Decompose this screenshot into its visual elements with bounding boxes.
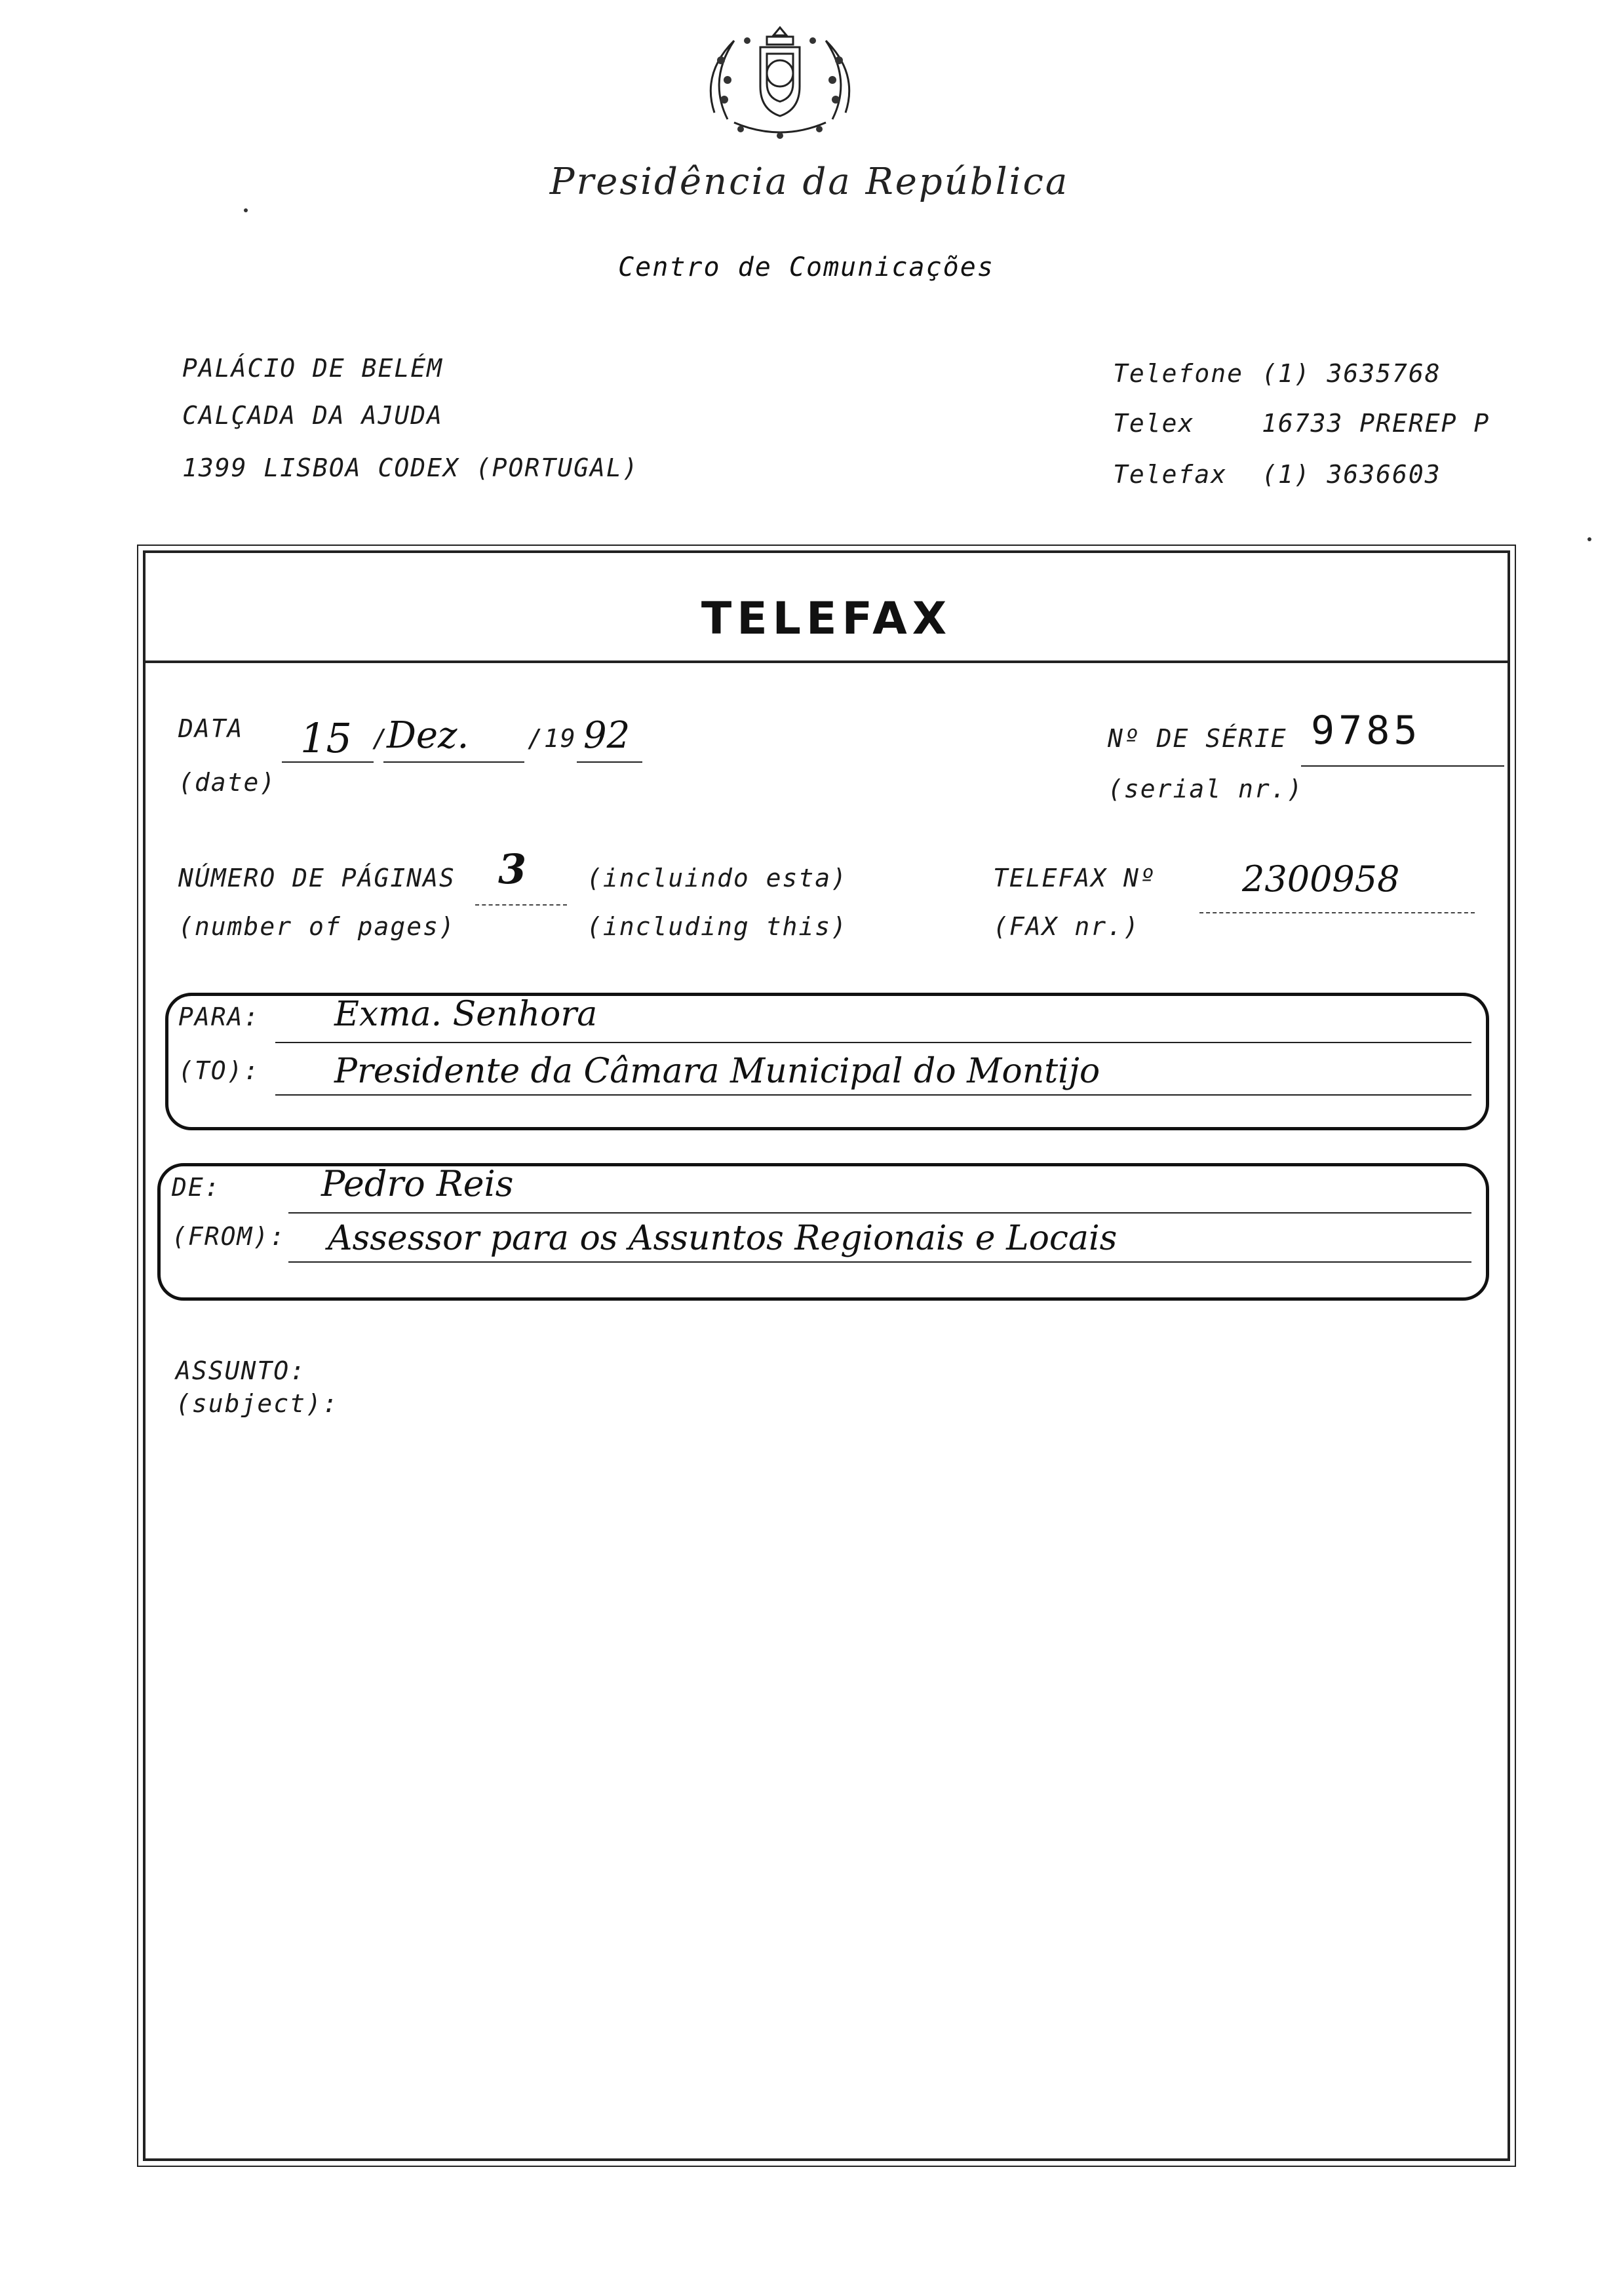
fax-label-en: (FAX nr.) [993,912,1140,941]
pages-note: (incluindo esta) [587,864,848,892]
from-label-en: (FROM): [172,1222,286,1251]
telex-value: 16733 PREREP P [1262,409,1490,438]
fax-underline [1199,912,1475,913]
to-underline-2 [275,1094,1471,1096]
address-line-3: 1399 LISBOA CODEX (PORTUGAL) [182,453,639,482]
to-label-en: (TO): [178,1056,260,1085]
serial-underline [1301,765,1504,767]
date-label: DATA [178,714,244,743]
date-label-en: (date) [178,768,277,797]
coat-of-arms-emblem [695,14,865,145]
date-year-underline [577,761,642,763]
pages-note-en: (including this) [587,912,848,941]
from-underline-2 [288,1261,1471,1263]
institution-name: Presidência da República [549,161,1070,203]
from-line-2: Assessor para os Assuntos Regionais e Locais [328,1219,1118,1258]
date-day-underline [282,761,374,763]
fax-value: 2300958 [1242,858,1400,900]
date-month-underline [383,761,524,763]
telefax-form-panel [143,550,1510,2161]
date-month: Dez. [387,714,469,757]
address-line-2: CALÇADA DA AJUDA [182,401,444,430]
date-year: 92 [583,714,631,757]
telefone-value: (1) 3635768 [1262,359,1441,388]
telex-label: Telex [1113,409,1195,438]
to-line-2: Presidente da Câmara Municipal do Montijo [334,1052,1100,1091]
telefax-label: Telefax [1113,460,1228,489]
date-day: 15 [300,714,352,762]
address-line-1: PALÁCIO DE BELÉM [182,354,444,383]
department-name: Centro de Comunicações [618,252,994,282]
pages-underline [475,904,567,906]
subject-label-en: (subject): [176,1389,339,1418]
from-underline-1 [288,1212,1471,1214]
fax-label: TELEFAX Nº [993,864,1156,892]
title-divider [146,660,1508,663]
subject-label: ASSUNTO: [176,1356,307,1385]
serial-label-en: (serial nr.) [1108,775,1304,803]
telefone-label: Telefone [1113,359,1244,388]
form-title: TELEFAX [701,593,952,645]
serial-value: 9785 [1311,708,1422,754]
date-slash: / [372,724,389,753]
pages-value: 3 [498,845,527,893]
to-line-1: Exma. Senhora [334,995,598,1034]
pages-label-en: (number of pages) [178,912,456,941]
date-year-prefix: /19 [528,724,577,753]
from-line-1: Pedro Reis [321,1163,514,1204]
serial-label: Nº DE SÉRIE [1108,724,1287,753]
pages-label: NÚMERO DE PÁGINAS [178,864,456,892]
speck [1587,537,1591,541]
to-underline-1 [275,1042,1471,1043]
speck [244,208,248,212]
from-label: DE: [172,1173,221,1202]
to-label: PARA: [178,1003,260,1031]
telefax-value: (1) 3636603 [1262,460,1441,489]
